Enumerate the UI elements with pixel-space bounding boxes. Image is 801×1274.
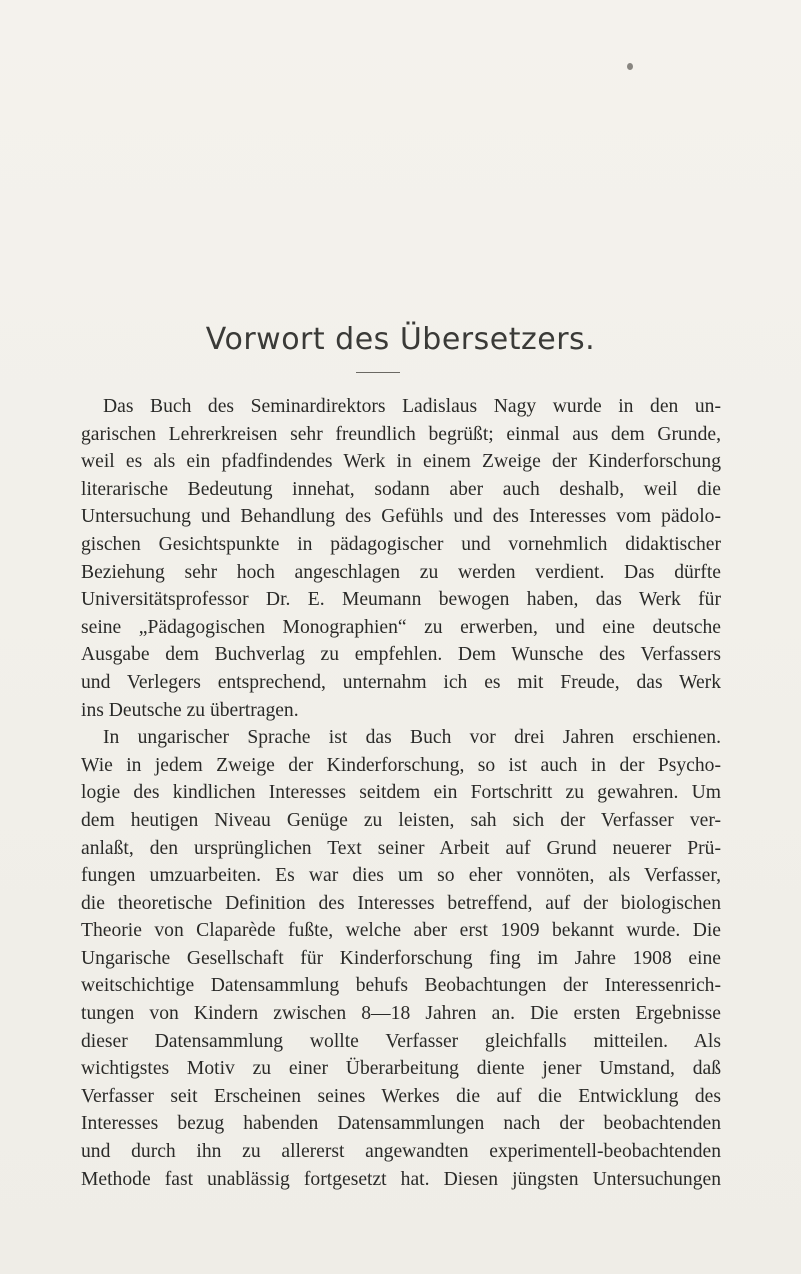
text-line: gischen Gesichtspunkte in pädagogischer und vornehmlich didaktischer (81, 533, 721, 555)
text-line: Verfasser seit Erscheinen seines Werkes die auf die Entwicklung des (81, 1085, 721, 1107)
text-line: Universitätsprofessor Dr. E. Meumann bewogen haben, das Werk für (81, 589, 721, 611)
text-line: und Verlegers entsprechend, unternahm ich es mit Freude, das Werk (81, 671, 721, 693)
text-line: logie des kindlichen Interesses seitdem ein Fortschritt zu gewahren. Um (81, 782, 721, 804)
text-line: Beziehung sehr hoch angeschlagen zu werden verdient. Das dürfte (81, 561, 721, 583)
text-line: garischen Lehrerkreisen sehr freundlich begrüßt; einmal aus dem Grunde, (81, 423, 721, 445)
body-text (81, 393, 721, 1193)
text-line: fungen umzuarbeiten. Es war dies um so eher vonnöten, als Verfasser, (81, 865, 721, 887)
page-title: Vorwort des Übersetzers. (205, 322, 596, 357)
text-line: Wie in jedem Zweige der Kinderforschung, so ist auch in der Psycho- (81, 754, 721, 776)
text-line: und durch ihn zu allererst angewandten experimentell-beobachtenden (81, 1141, 721, 1163)
text-line: weitschichtige Datensammlung behufs Beobachtungen der Interessenrich- (81, 975, 721, 997)
text-line: Untersuchung und Behandlung des Gefühls und des Interesses vom pädolo- (81, 506, 721, 528)
paragraph-2 (81, 724, 721, 1193)
ink-speck (627, 63, 633, 70)
text-line: Das Buch des Seminardirektors Ladislaus Nagy wurde in den un- (103, 396, 721, 417)
text-line: Ungarische Gesellschaft für Kinderforschung fing im Jahre 1908 eine (81, 947, 721, 969)
text-line: literarische Bedeutung innehat, sodann aber auch deshalb, weil die (81, 478, 721, 500)
text-line: tungen von Kindern zwischen 8—18 Jahren an. Die ersten Ergebnisse (81, 1003, 721, 1025)
text-line: anlaßt, den ursprünglichen Text seiner Arbeit auf Grund neuerer Prü- (81, 837, 721, 859)
text-line: Ausgabe dem Buchverlag zu empfehlen. Dem Wunsche des Verfassers (81, 644, 721, 666)
text-line: die theoretische Definition des Interesses betreffend, auf der biologischen (81, 892, 721, 914)
text-line: dieser Datensammlung wollte Verfasser gleichfalls mitteilen. Als (81, 1030, 721, 1052)
text-line: Methode fast unablässig fortgesetzt hat. Diesen jüngsten Untersuchungen (81, 1168, 721, 1190)
paragraph-1 (81, 393, 721, 724)
text-line: seine „Pädagogischen Monographien“ zu erwerben, und eine deutsche (81, 616, 721, 638)
text-line: weil es als ein pfadfindendes Werk in einem Zweige der Kinderforschung (81, 451, 721, 473)
title-rule (356, 372, 400, 373)
text-line: Interesses bezug habenden Datensammlungen nach der beobachtenden (81, 1113, 721, 1135)
text-line: dem heutigen Niveau Genüge zu leisten, sah sich der Verfasser ver- (81, 809, 721, 831)
text-line: Theorie von Claparède fußte, welche aber erst 1909 bekannt wurde. Die (81, 920, 721, 942)
text-line: In ungarischer Sprache ist das Buch vor drei Jahren erschienen. (103, 727, 721, 749)
text-line: ins Deutsche zu übertragen. (81, 699, 299, 721)
text-line: wichtigstes Motiv zu einer Überarbeitung diente jener Umstand, daß (81, 1058, 721, 1080)
